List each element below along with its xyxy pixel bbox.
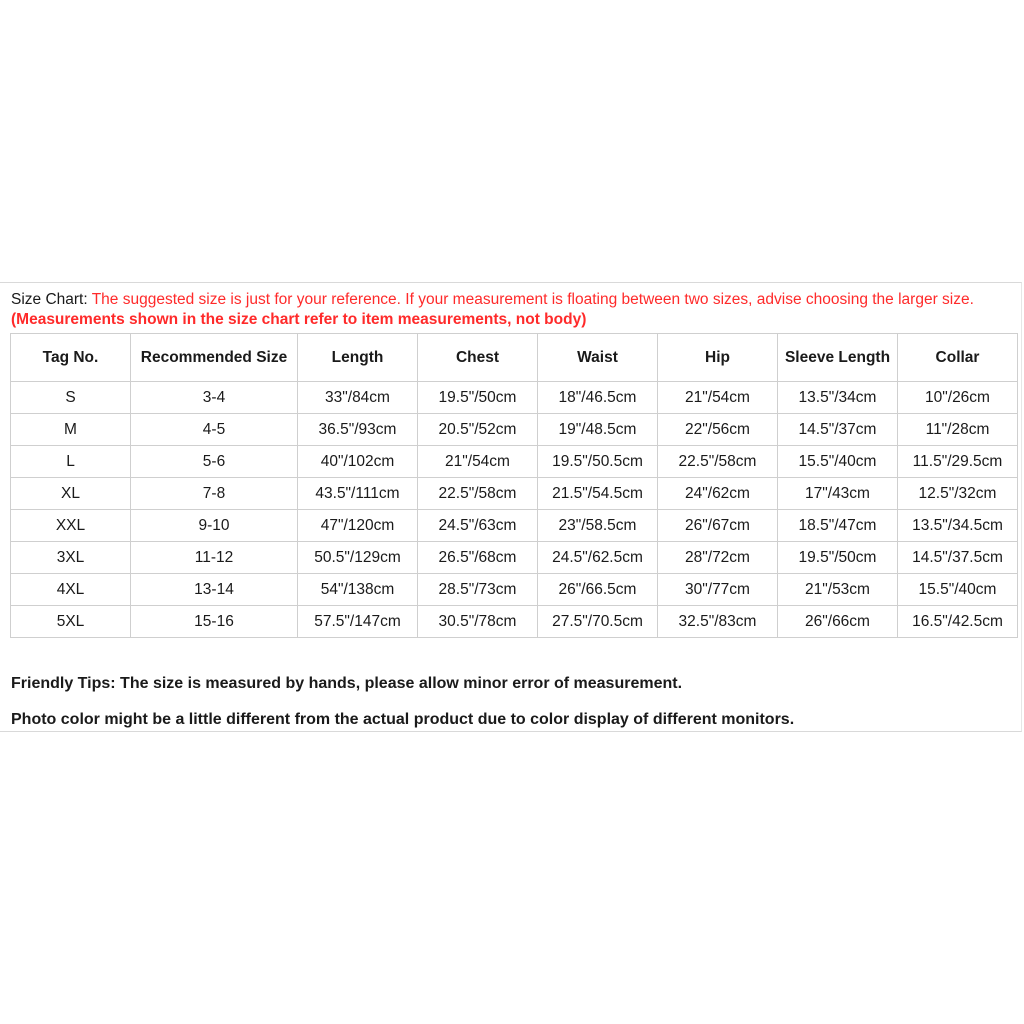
cell-chest: 20.5"/52cm [418, 414, 538, 446]
cell-recommended-size: 7-8 [131, 478, 298, 510]
cell-length: 43.5"/111cm [298, 478, 418, 510]
cell-sleeve-length: 18.5"/47cm [778, 510, 898, 542]
cell-chest: 28.5"/73cm [418, 574, 538, 606]
cell-chest: 24.5"/63cm [418, 510, 538, 542]
cell-hip: 32.5"/83cm [658, 606, 778, 638]
header-chest: Chest [418, 334, 538, 382]
size-chart-lead: Size Chart: [11, 291, 88, 308]
table-row [11, 382, 1018, 414]
cell-tag-no: M [11, 414, 131, 446]
cell-hip: 30"/77cm [658, 574, 778, 606]
header-row [11, 334, 1018, 382]
cell-hip: 22"/56cm [658, 414, 778, 446]
header-collar: Collar [898, 334, 1018, 382]
cell-hip: 24"/62cm [658, 478, 778, 510]
cell-recommended-size: 5-6 [131, 446, 298, 478]
cell-waist: 26"/66.5cm [538, 574, 658, 606]
size-table [10, 333, 1018, 638]
cell-length: 47"/120cm [298, 510, 418, 542]
cell-length: 54"/138cm [298, 574, 418, 606]
cell-tag-no: XL [11, 478, 131, 510]
header-tag-no: Tag No. [11, 334, 131, 382]
cell-sleeve-length: 17"/43cm [778, 478, 898, 510]
table-row [11, 510, 1018, 542]
cell-sleeve-length: 26"/66cm [778, 606, 898, 638]
cell-recommended-size: 11-12 [131, 542, 298, 574]
cell-chest: 22.5"/58cm [418, 478, 538, 510]
cell-tag-no: S [11, 382, 131, 414]
cell-tag-no: 3XL [11, 542, 131, 574]
friendly-tips: Friendly Tips: The size is measured by hands, please allow minor error of measurement. [11, 675, 683, 692]
cell-sleeve-length: 13.5"/34cm [778, 382, 898, 414]
cell-length: 36.5"/93cm [298, 414, 418, 446]
cell-recommended-size: 15-16 [131, 606, 298, 638]
cell-chest: 26.5"/68cm [418, 542, 538, 574]
size-chart-intro [11, 290, 1016, 330]
cell-collar: 14.5"/37.5cm [898, 542, 1018, 574]
cell-sleeve-length: 15.5"/40cm [778, 446, 898, 478]
cell-collar: 12.5"/32cm [898, 478, 1018, 510]
cell-tag-no: XXL [11, 510, 131, 542]
table-row [11, 574, 1018, 606]
cell-waist: 18"/46.5cm [538, 382, 658, 414]
size-table-header [11, 334, 1018, 382]
table-row [11, 606, 1018, 638]
cell-collar: 10"/26cm [898, 382, 1018, 414]
cell-hip: 26"/67cm [658, 510, 778, 542]
cell-recommended-size: 3-4 [131, 382, 298, 414]
cell-chest: 21"/54cm [418, 446, 538, 478]
cell-hip: 21"/54cm [658, 382, 778, 414]
cell-waist: 19.5"/50.5cm [538, 446, 658, 478]
cell-chest: 19.5"/50cm [418, 382, 538, 414]
header-length: Length [298, 334, 418, 382]
cell-collar: 11"/28cm [898, 414, 1018, 446]
cell-collar: 13.5"/34.5cm [898, 510, 1018, 542]
cell-length: 40"/102cm [298, 446, 418, 478]
cell-recommended-size: 9-10 [131, 510, 298, 542]
cell-sleeve-length: 14.5"/37cm [778, 414, 898, 446]
cell-collar: 16.5"/42.5cm [898, 606, 1018, 638]
cell-length: 33"/84cm [298, 382, 418, 414]
table-row [11, 478, 1018, 510]
cell-tag-no: 4XL [11, 574, 131, 606]
table-row [11, 542, 1018, 574]
cell-waist: 23"/58.5cm [538, 510, 658, 542]
table-row [11, 414, 1018, 446]
cell-sleeve-length: 19.5"/50cm [778, 542, 898, 574]
size-table-body [11, 382, 1018, 638]
header-hip: Hip [658, 334, 778, 382]
photo-color-note: Photo color might be a little different from the actual product due to color display of different monitors. [11, 711, 795, 728]
cell-waist: 27.5"/70.5cm [538, 606, 658, 638]
header-sleeve-length: Sleeve Length [778, 334, 898, 382]
cell-sleeve-length: 21"/53cm [778, 574, 898, 606]
cell-waist: 19"/48.5cm [538, 414, 658, 446]
cell-hip: 28"/72cm [658, 542, 778, 574]
header-waist: Waist [538, 334, 658, 382]
header-recommended-size: Recommended Size [131, 334, 298, 382]
cell-collar: 15.5"/40cm [898, 574, 1018, 606]
size-chart-note: The suggested size is just for your reference. If your measurement is floating between two sizes, advise choosing the larger size. [87, 291, 974, 308]
cell-tag-no: 5XL [11, 606, 131, 638]
cell-hip: 22.5"/58cm [658, 446, 778, 478]
cell-collar: 11.5"/29.5cm [898, 446, 1018, 478]
cell-recommended-size: 13-14 [131, 574, 298, 606]
cell-length: 57.5"/147cm [298, 606, 418, 638]
cell-waist: 21.5"/54.5cm [538, 478, 658, 510]
cell-chest: 30.5"/78cm [418, 606, 538, 638]
cell-waist: 24.5"/62.5cm [538, 542, 658, 574]
cell-tag-no: L [11, 446, 131, 478]
cell-recommended-size: 4-5 [131, 414, 298, 446]
size-chart-disclaimer: (Measurements shown in the size chart refer to item measurements, not body) [11, 311, 587, 328]
table-row [11, 446, 1018, 478]
cell-length: 50.5"/129cm [298, 542, 418, 574]
